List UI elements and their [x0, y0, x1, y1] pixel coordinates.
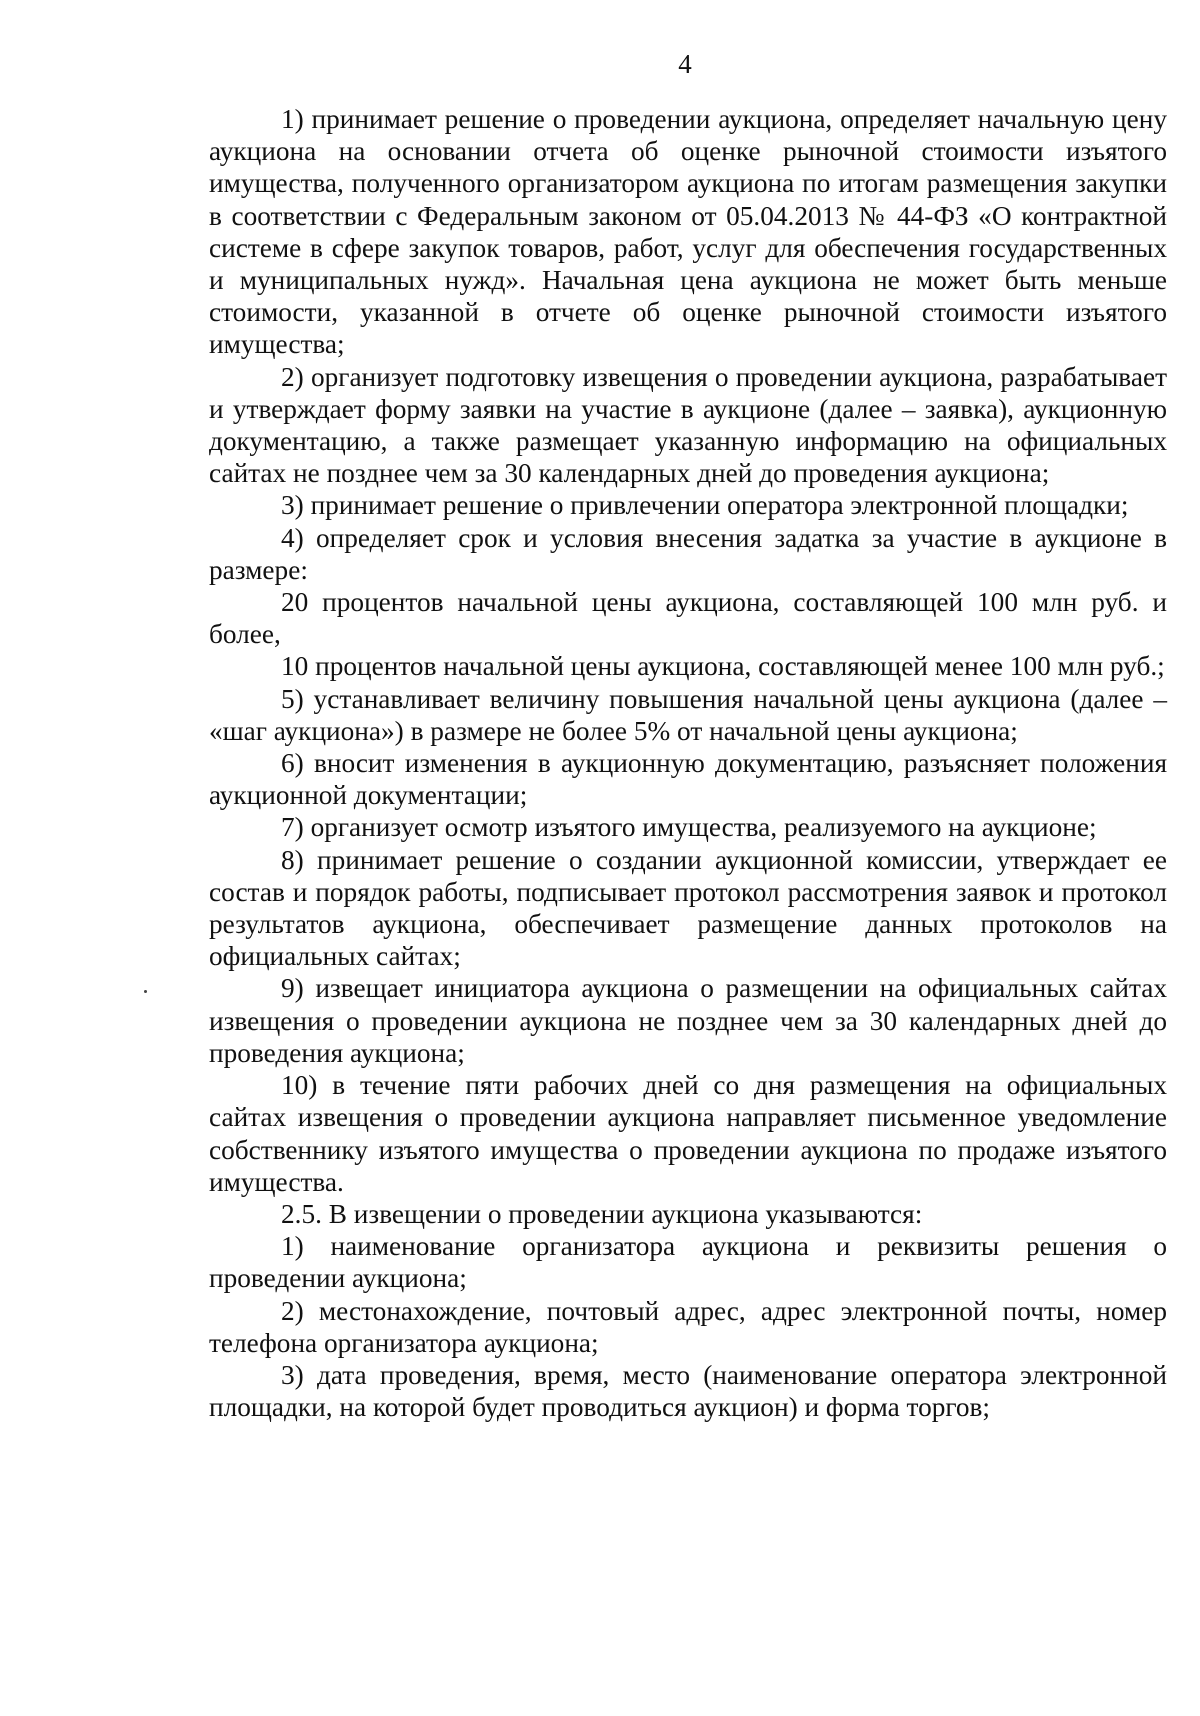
- paragraph-item-2-notice-preparation: 2) организует подготовку извещения о проведении аукциона, разрабатывает и утверждает форму заявки на участие в аукционе (далее – заявка), аукционную документацию, а также размещает указанную информацию на официальных сайтах не позднее чем за 30 календарных дней до проведения аукциона;: [209, 361, 1167, 489]
- paragraph-item-1-initial-price: 1) принимает решение о проведении аукциона, определяет начальную цену аукциона на основании отчета об оценке рыночной стоимости изъятого имущества, полученного организатором аукциона по итогам размещения закупки в соответствии с Федеральным законом от 05.04.2013 № 44-ФЗ «О контрактной системе в сфере закупок товаров, работ, услуг для обеспечения государственных и муниципальных нужд». Начальная цена аукциона не может быть меньше стоимости, указанной в отчете об оценке рыночной стоимости изъятого имущества;: [209, 104, 1167, 360]
- page-number: 4: [678, 49, 692, 79]
- paragraph-item-4-deposit-terms: 4) определяет срок и условия внесения задатка за участие в аукционе в размере:: [209, 522, 1167, 585]
- paragraph-item-6-documentation-changes: 6) вносит изменения в аукционную документацию, разъясняет положения аукционной документации;: [209, 748, 1167, 811]
- paragraph-deposit-20-percent: 20 процентов начальной цены аукциона, составляющей 100 млн руб. и более,: [209, 587, 1167, 650]
- paragraph-deposit-10-percent: 10 процентов начальной цены аукциона, составляющей менее 100 млн руб.;: [281, 651, 1165, 682]
- paragraph-notice-item-2-contacts: 2) местонахождение, почтовый адрес, адрес электронной почты, номер телефона организатора аукциона;: [209, 1295, 1167, 1358]
- document-body: [209, 103, 1167, 1423]
- paragraph-item-7-property-inspection: 7) организует осмотр изъятого имущества, реализуемого на аукционе;: [281, 812, 1097, 843]
- paragraph-section-2-5-heading: 2.5. В извещении о проведении аукциона указываются:: [281, 1198, 923, 1229]
- paragraph-notice-item-1-organizer: 1) наименование организатора аукциона и реквизиты решения о проведении аукциона;: [209, 1231, 1167, 1294]
- paragraph-item-8-auction-commission: 8) принимает решение о создании аукционной комиссии, утверждает ее состав и порядок работы, подписывает протокол рассмотрения заявок и протокол результатов аукциона, обеспечивает размещение данных протоколов на официальных сайтах;: [209, 844, 1167, 972]
- paragraph-item-5-auction-step: 5) устанавливает величину повышения начальной цены аукциона (далее – «шаг аукциона») в размере не более 5% от начальной цены аукциона;: [209, 683, 1167, 746]
- paragraph-item-10-owner-notification: 10) в течение пяти рабочих дней со дня размещения на официальных сайтах извещения о проведении аукциона направляет письменное уведомление собственнику изъятого имущества о проведении аукциона по продаже изъятого имущества.: [209, 1070, 1167, 1197]
- paragraph-item-3-platform-operator: 3) принимает решение о привлечении оператора электронной площадки;: [281, 490, 1129, 521]
- paragraph-item-9-initiator-notice: 9) извещает инициатора аукциона о размещении на официальных сайтах извещения о проведении аукциона не позднее чем за 30 календарных дней до проведения аукциона;: [209, 973, 1167, 1068]
- scan-speck: [144, 990, 147, 993]
- paragraph-notice-item-3-date-place: 3) дата проведения, время, место (наименование оператора электронной площадки, на которой будет проводиться аукцион) и форма торгов;: [209, 1359, 1167, 1423]
